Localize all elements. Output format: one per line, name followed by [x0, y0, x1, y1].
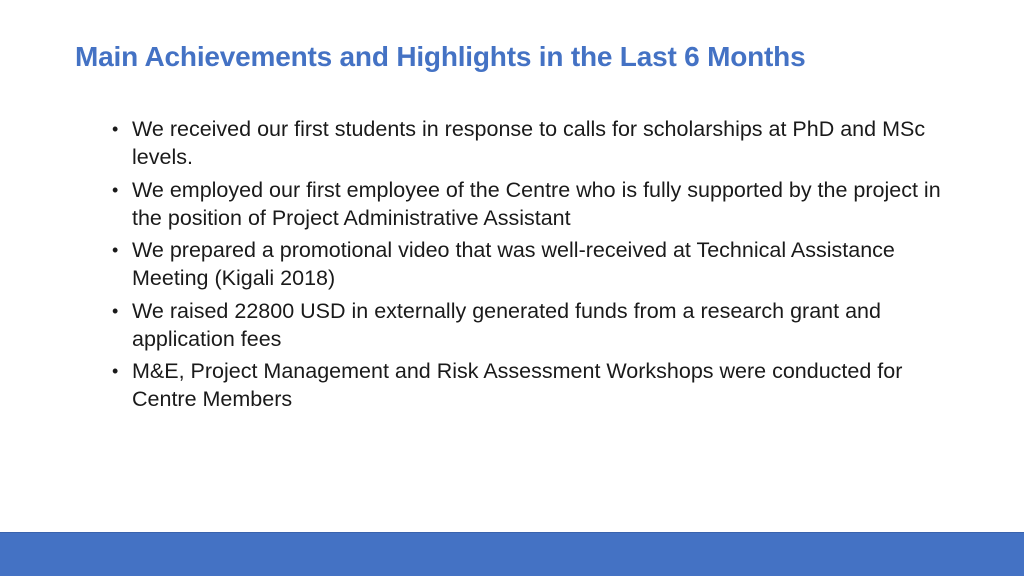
bullet-icon: • [112, 361, 119, 381]
bullet-item [110, 115, 960, 171]
bullet-text: We received our first students in response to calls for scholarships at PhD and MSc levels. [132, 117, 926, 169]
bullet-text: We prepared a promotional video that was well-received at Technical Assistance Meeting (Kigali 2018) [132, 238, 895, 290]
bullet-list [110, 115, 960, 418]
bullet-text: M&E, Project Management and Risk Assessment Workshops were conducted for Centre Members [132, 359, 903, 411]
bullet-icon: • [112, 300, 119, 321]
footer-bar [0, 532, 1024, 576]
bullet-text: We employed our first employee of the Centre who is fully supported by the project in the position of Project Administrative Assistant [132, 177, 941, 230]
bullet-icon: • [112, 179, 119, 200]
slide-title: Main Achievements and Highlights in the Last 6 Months [75, 41, 806, 72]
bullet-item [110, 236, 960, 292]
bullet-icon: • [112, 240, 119, 260]
bullet-icon: • [112, 119, 119, 139]
bullet-item [110, 176, 960, 232]
bullet-item [110, 297, 960, 353]
bullet-item [110, 357, 960, 413]
bullet-text: We raised 22800 USD in externally generated funds from a research grant and application fees [132, 298, 881, 351]
